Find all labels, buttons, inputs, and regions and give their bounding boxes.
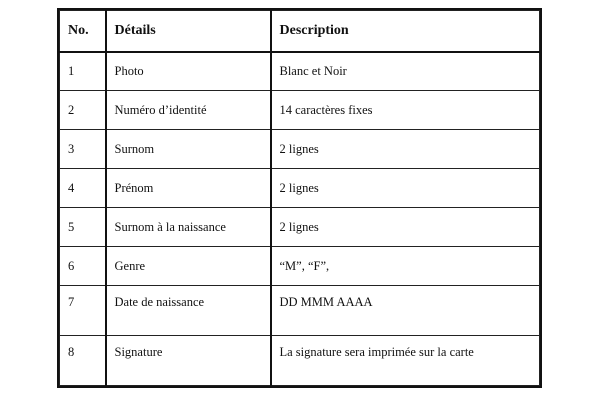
details-table-container [57,8,542,388]
row-description: 2 lignes [271,130,540,169]
header-description: Description [271,11,540,52]
header-details: Détails [106,11,271,52]
row-description: Blanc et Noir [271,52,540,91]
row-number: 1 [60,52,106,91]
row-description: 14 caractères fixes [271,91,540,130]
row-description: 2 lignes [271,208,540,247]
table-row [60,169,540,208]
row-detail: Surnom [106,130,271,169]
row-description: 2 lignes [271,169,540,208]
table-row [60,130,540,169]
table-header-row [60,11,540,52]
row-detail: Genre [106,247,271,286]
row-description: “M”, “F”, [271,247,540,286]
row-detail: Signature [106,336,271,386]
row-number: 5 [60,208,106,247]
table-row [60,208,540,247]
row-number: 8 [60,336,106,386]
row-detail: Numéro d’identité [106,91,271,130]
row-detail: Surnom à la naissance [106,208,271,247]
row-detail: Date de naissance [106,286,271,336]
row-detail: Photo [106,52,271,91]
row-detail: Prénom [106,169,271,208]
details-table [59,10,540,386]
row-number: 2 [60,91,106,130]
row-number: 4 [60,169,106,208]
table-row [60,247,540,286]
header-no: No. [60,11,106,52]
row-description: DD MMM AAAA [271,286,540,336]
table-row [60,91,540,130]
table-row [60,52,540,91]
table-row [60,286,540,336]
row-number: 7 [60,286,106,336]
row-number: 3 [60,130,106,169]
row-number: 6 [60,247,106,286]
row-description: La signature sera imprimée sur la carte [271,336,540,386]
table-row [60,336,540,386]
